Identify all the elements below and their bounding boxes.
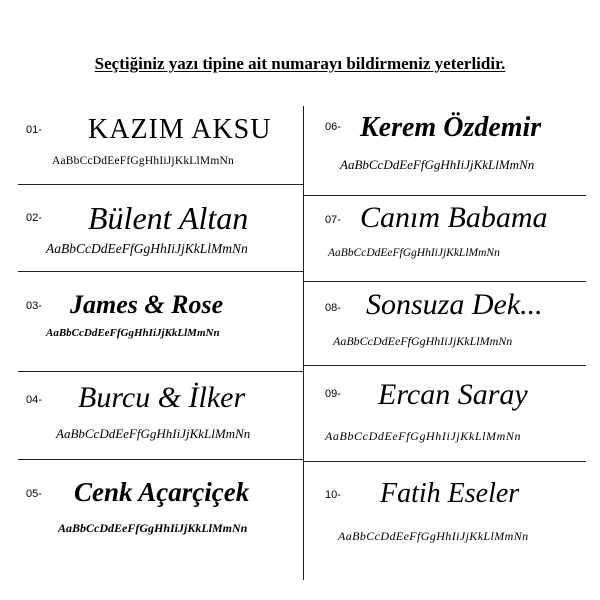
font-sample-name-01: KAZIM AKSU bbox=[88, 114, 272, 145]
font-number-09: 09- bbox=[325, 388, 341, 400]
font-sample-alphabet-01: AaBbCcDdEeFfGgHhIiJjKkLlMmNn bbox=[52, 155, 234, 167]
font-sample-name-09: Ercan Saray bbox=[378, 378, 528, 411]
right-row-divider-3 bbox=[304, 365, 586, 366]
font-sample-name-03: James & Rose bbox=[70, 290, 224, 319]
font-sample-name-07: Canım Babama bbox=[360, 201, 548, 234]
right-row-divider-4 bbox=[304, 461, 586, 462]
font-sample-name-08: Sonsuza Dek... bbox=[366, 288, 543, 321]
font-sample-name-04: Burcu & İlker bbox=[78, 381, 246, 414]
font-sample-alphabet-07: AaBbCcDdEeFfGgHhIiJjKkLlMmNn bbox=[328, 247, 500, 259]
font-number-01: 01- bbox=[26, 124, 42, 136]
left-row-divider-2 bbox=[18, 271, 304, 272]
left-row-divider-1 bbox=[18, 184, 304, 185]
font-sample-alphabet-10: AaBbCcDdEeFfGgHhIiJjKkLlMmNn bbox=[338, 529, 529, 543]
left-row-divider-3 bbox=[18, 371, 304, 372]
right-row-divider-2 bbox=[304, 281, 586, 282]
right-row-divider-1 bbox=[304, 195, 586, 196]
page-heading: Seçtiğiniz yazı tipine ait numarayı bildirmeniz yeterlidir. bbox=[94, 54, 506, 73]
font-sample-alphabet-02: AaBbCcDdEeFfGgHhIiJjKkLlMmNn bbox=[46, 241, 248, 256]
font-sample-alphabet-09: AaBbCcDdEeFfGgHhIiJjKkLlMmNn bbox=[325, 429, 522, 443]
font-sample-alphabet-04: AaBbCcDdEeFfGgHhIiJjKkLlMmNn bbox=[56, 426, 251, 441]
font-sample-name-06: Kerem Özdemir bbox=[360, 112, 542, 143]
font-sample-alphabet-06: AaBbCcDdEeFfGgHhIiJjKkLlMmNn bbox=[340, 157, 535, 172]
left-row-divider-4 bbox=[18, 459, 304, 460]
font-number-07: 07- bbox=[325, 214, 341, 226]
font-sample-alphabet-05: AaBbCcDdEeFfGgHhIiJjKkLlMmNn bbox=[58, 521, 248, 535]
font-sample-name-10: Fatih Eseler bbox=[380, 478, 520, 509]
font-sample-alphabet-03: AaBbCcDdEeFfGgHhIiJjKkLlMmNn bbox=[46, 327, 220, 339]
font-number-04: 04- bbox=[26, 394, 42, 406]
center-divider bbox=[303, 106, 304, 580]
font-number-10: 10- bbox=[325, 489, 341, 501]
font-number-02: 02- bbox=[26, 212, 42, 224]
font-number-05: 05- bbox=[26, 488, 42, 500]
font-sample-name-02: Bülent Altan bbox=[88, 200, 249, 236]
font-number-08: 08- bbox=[325, 302, 341, 314]
font-number-03: 03- bbox=[26, 300, 42, 312]
font-sample-name-05: Cenk Açarçiçek bbox=[74, 477, 250, 507]
font-number-06: 06- bbox=[325, 121, 341, 133]
font-sample-alphabet-08: AaBbCcDdEeFfGgHhIiJjKkLlMmNn bbox=[333, 334, 513, 348]
